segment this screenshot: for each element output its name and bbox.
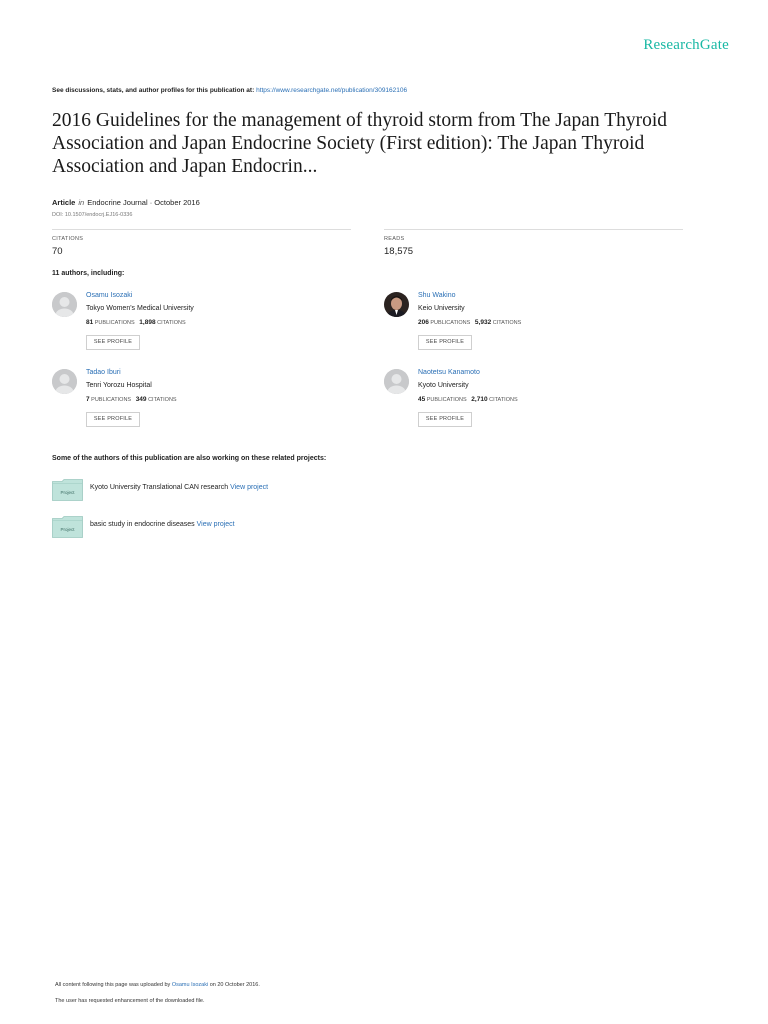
- project-text: [90, 521, 235, 528]
- publication-count: 81: [86, 319, 94, 326]
- author-stats: [86, 396, 177, 403]
- publications-label: PUBLICATIONS: [430, 320, 471, 326]
- author-stats: [418, 319, 521, 326]
- project-text: [90, 484, 268, 491]
- discussions-line: [52, 87, 407, 94]
- citations-label: CITATIONS: [492, 320, 522, 326]
- publication-count: 206: [418, 319, 429, 326]
- author-card: [52, 369, 352, 439]
- default-avatar-icon[interactable]: [384, 369, 409, 394]
- enhancement-note: The user has requested enhancement of the downloaded file.: [55, 998, 205, 1004]
- discussions-text: See discussions, stats, and author profiles for this publication at:: [52, 87, 255, 94]
- uploader-link[interactable]: Osamu Isozaki: [171, 982, 209, 988]
- doi: DOI: 10.1507/endocrj.EJ16-0336: [52, 212, 133, 218]
- publication-title: 2016 Guidelines for the management of thyroid storm from The Japan Thyroid Association and Japan Endocrine Society (First edition): The Japan Thyroid Association and Japan Endocrin...: [52, 110, 668, 177]
- publications-label: PUBLICATIONS: [94, 320, 135, 326]
- upload-note-prefix: All content following this page was uploaded by: [55, 982, 171, 988]
- projects-heading: Some of the authors of this publication are also working on these related projects:: [52, 455, 327, 462]
- citations-label: CITATIONS: [52, 236, 84, 242]
- view-project-link[interactable]: View project: [196, 521, 235, 528]
- citation-count: 5,932: [474, 319, 492, 326]
- upload-note-suffix: on 20 October 2016.: [209, 982, 260, 988]
- publication-url-link[interactable]: https://www.researchgate.net/publication/309162106: [256, 87, 408, 94]
- reads-divider: [384, 229, 683, 230]
- author-name[interactable]: Naotetsu Kanamoto: [418, 369, 480, 376]
- citation-count: 2,710: [471, 396, 488, 403]
- author-stats: [86, 319, 186, 326]
- reads-label: READS: [384, 236, 405, 242]
- citation-count: 349: [135, 396, 147, 403]
- publication-type: Article: [52, 198, 76, 207]
- author-card: [384, 369, 684, 439]
- journal-info: Endocrine Journal · October 2016: [87, 198, 200, 207]
- author-card: [384, 292, 684, 362]
- project-folder-icon: [52, 516, 83, 538]
- see-profile-button[interactable]: SEE PROFILE: [418, 335, 472, 350]
- author-card: [52, 292, 352, 362]
- project-title: basic study in endocrine diseases: [90, 521, 195, 528]
- citations-label: CITATIONS: [489, 397, 518, 403]
- view-project-link[interactable]: View project: [230, 484, 269, 491]
- default-avatar-icon[interactable]: [52, 292, 77, 317]
- publications-label: PUBLICATIONS: [426, 397, 467, 403]
- project-item: [52, 516, 452, 538]
- upload-note: [55, 982, 260, 988]
- project-title: Kyoto University Translational CAN research: [90, 484, 229, 491]
- see-profile-button[interactable]: SEE PROFILE: [86, 412, 140, 427]
- author-institution: Keio University: [418, 305, 465, 312]
- see-profile-button[interactable]: SEE PROFILE: [418, 412, 472, 427]
- author-stats: [418, 396, 518, 403]
- author-name[interactable]: Tadao Iburi: [86, 369, 121, 376]
- citations-divider: [52, 229, 351, 230]
- project-folder-icon: [52, 479, 83, 501]
- author-institution: Tokyo Women's Medical University: [86, 305, 194, 312]
- project-item: [52, 479, 452, 501]
- author-institution: Kyoto University: [418, 382, 469, 389]
- folder-label: Project: [60, 490, 75, 495]
- folder-label: Project: [60, 527, 75, 532]
- author-name[interactable]: Shu Wakino: [418, 292, 456, 299]
- publications-label: PUBLICATIONS: [91, 397, 132, 403]
- reads-count: 18,575: [384, 246, 414, 257]
- default-avatar-icon[interactable]: [52, 369, 77, 394]
- author-photo-avatar[interactable]: [384, 292, 409, 317]
- researchgate-logo[interactable]: ResearchGate: [643, 37, 729, 53]
- publication-count: 7: [86, 396, 90, 403]
- author-institution: Tenri Yorozu Hospital: [86, 382, 152, 389]
- in-word: in: [78, 198, 85, 207]
- citations-label: CITATIONS: [157, 320, 186, 326]
- citations-label: CITATIONS: [148, 397, 177, 403]
- author-name[interactable]: Osamu Isozaki: [86, 292, 133, 299]
- publication-meta: [52, 198, 200, 207]
- authors-heading: 11 authors, including:: [52, 270, 125, 277]
- publication-count: 45: [418, 396, 426, 403]
- citation-count: 1,898: [139, 319, 156, 326]
- citations-count: 70: [52, 246, 63, 257]
- see-profile-button[interactable]: SEE PROFILE: [86, 335, 140, 350]
